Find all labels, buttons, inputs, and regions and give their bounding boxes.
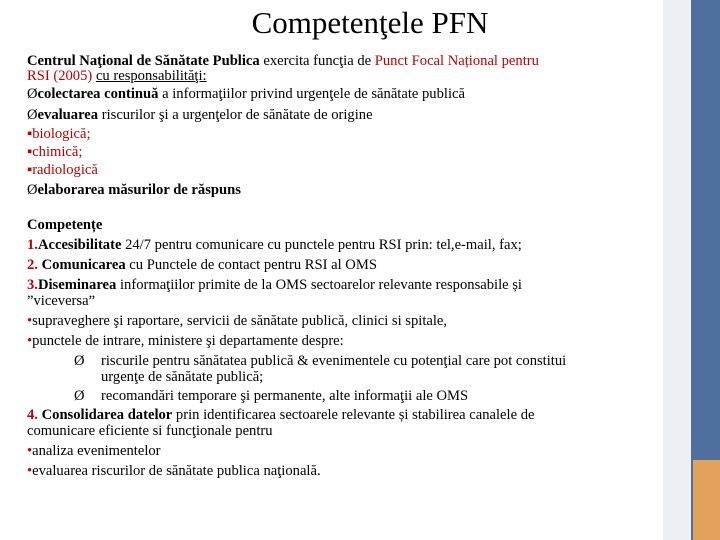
responsibilities-label: cu responsabilităţi: bbox=[95, 68, 207, 84]
bullet-response: Øelaborarea măsurilor de răspuns bbox=[27, 179, 687, 201]
intro-line bbox=[27, 54, 687, 69]
rsi-label: RSI (2005) bbox=[27, 68, 93, 84]
square-bullet-icon: ▪ bbox=[27, 162, 33, 178]
arrow-bullet-icon: Ø bbox=[74, 353, 85, 369]
bullet-evaluation: Øevaluarea riscurilor şi a urgenţelor de sănătate de origine bbox=[27, 107, 373, 123]
arrow-item-risks: Ø riscurile pentru sănătatea publică & evenimentele cu potenţial care pot constitui bbox=[74, 353, 567, 369]
origin-radiological: ▪radiologică bbox=[27, 162, 98, 178]
arrow-bullet-icon: Ø bbox=[27, 86, 38, 102]
intro-mid-text: exercita funcţia de bbox=[259, 53, 375, 69]
competence-3: 3.Diseminarea informaţiilor primite de la OMS sectoarelor relevante responsabile și bbox=[27, 277, 522, 293]
competence-2: 2. Comunicarea cu Punctele de contact pentru RSI al OMS bbox=[27, 257, 377, 273]
competence-4: 4. Consolidarea datelor prin identificarea sectoarele relevante și stabilirea canalele de bbox=[27, 407, 535, 423]
right-decor-bar bbox=[691, 0, 720, 540]
final-bullet-analysis: •analiza evenimentelor bbox=[27, 443, 161, 459]
dot-bullet-icon: • bbox=[27, 463, 33, 479]
arrow-item-recommendations: Ø recomandări temporare şi permanente, alte informaţii ale OMS bbox=[27, 385, 687, 407]
arrow-bullet-icon: Ø bbox=[27, 107, 38, 123]
origin-biological: ▪biologică; bbox=[27, 126, 91, 142]
competence-3-continued: ”viceversa” bbox=[27, 293, 96, 309]
cnsp-label: Centrul Naţional de Sănătate Publica bbox=[27, 53, 260, 69]
square-bullet-icon: ▪ bbox=[27, 144, 33, 160]
arrow-bullet-icon: Ø bbox=[74, 388, 85, 404]
bullet-collection: Øcolectarea continuă a informaţiilor privind urgenţele de sănătate publică bbox=[27, 84, 687, 105]
final-bullet-evaluation: •evaluarea riscurilor de sănătate publica naţională. bbox=[27, 463, 321, 479]
focal-point-label: Punct Focal Național pentru bbox=[374, 53, 539, 69]
dot-bullet-icon: • bbox=[27, 333, 33, 349]
sub-bullet-surveillance: •supraveghere şi raportare, servicii de sănătate publică, clinici si spitale, bbox=[27, 313, 448, 329]
competences-heading: Competențe bbox=[27, 217, 103, 233]
slide-title: Competenţele PFN bbox=[251, 5, 489, 40]
gold-decor-block bbox=[693, 460, 720, 540]
rsi-line bbox=[27, 69, 687, 84]
origin-chemical: ▪chimică; bbox=[27, 144, 83, 160]
arrow-bullet-icon: Ø bbox=[27, 182, 38, 198]
sub-bullet-entry-points: •punctele de intrare, ministere şi departamente despre: bbox=[27, 333, 344, 349]
competence-4-continued: comunicare eficiente si funcţionale pentru bbox=[27, 423, 273, 439]
competence-1: 1.Accesibilitate 24/7 pentru comunicare cu punctele pentru RSI prin: tel,e-mail, fax; bbox=[27, 237, 522, 253]
dot-bullet-icon: • bbox=[27, 313, 33, 329]
square-bullet-icon: ▪ bbox=[27, 126, 33, 142]
arrow-item-risks-continued: urgenţe de sănătate publică; bbox=[101, 369, 264, 385]
dot-bullet-icon: • bbox=[27, 443, 33, 459]
slide-content bbox=[27, 54, 687, 481]
